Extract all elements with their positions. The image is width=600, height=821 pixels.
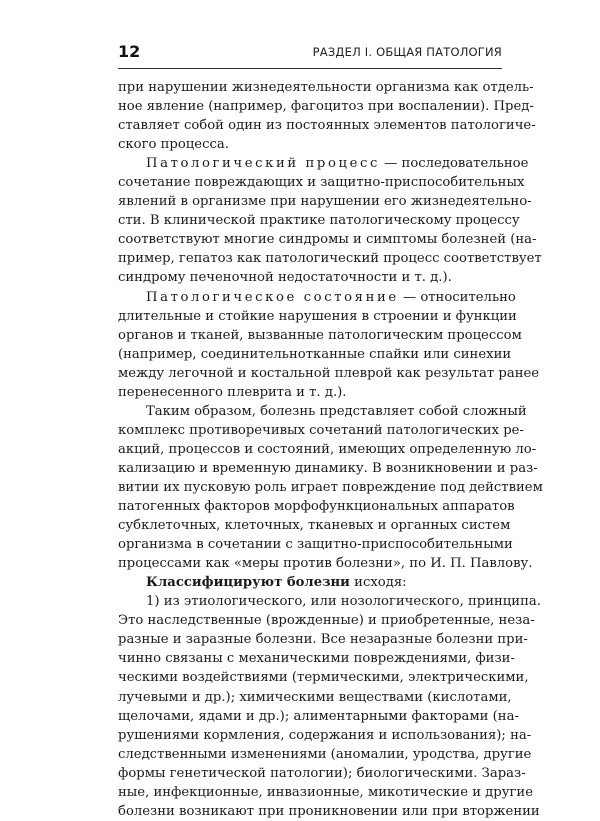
text-line: Таким образом, болезнь представляет собой сложный (146, 403, 527, 419)
text-line: ное явление (например, фагоцитоз при воспалении). Пред- (118, 99, 534, 115)
text-line: акций, процессов и состояний, имеющих определенную ло- (118, 441, 537, 457)
text-line: Это наследственные (врожденные) и приобретенные, неза- (118, 613, 535, 629)
text-line: (например, соединительнотканные спайки или синехии (118, 346, 512, 362)
text-line: чинно связаны с механическими повреждениями, физи- (118, 651, 515, 667)
text-line: субклеточных, клеточных, тканевых и органных систем (118, 518, 511, 534)
text-line: комплекс противоречивых сочетаний патологических ре- (118, 422, 524, 438)
text-fragment: — последовательное (379, 156, 529, 172)
text-line: щелочами, ядами и др.); алиментарными факторами (на- (118, 708, 519, 724)
text-line: ческими воздействиями (термическими, электрическими, (118, 670, 529, 686)
text-line: соответствуют многие синдромы и симптомы болезней (на- (118, 232, 537, 248)
text-line: пример, гепатоз как патологический процесс соответствует (118, 251, 542, 267)
header-rule (118, 68, 502, 69)
text-line: ского процесса. (118, 137, 229, 153)
text-line: ставляет собой один из постоянных элементов патологиче- (118, 118, 536, 134)
page-header (118, 40, 502, 64)
text-line: длительные и стойкие нарушения в строении и функции (118, 308, 517, 324)
classification-heading: Классифицируют болезни (146, 575, 350, 591)
text-line: органов и тканей, вызванные патологическим процессом (118, 327, 522, 343)
text-line: болезни возникают при проникновении или при вторжении (118, 803, 540, 819)
page-number: 12 (118, 42, 141, 61)
text-line: следственными изменениями (аномалии, уродства, другие (118, 746, 532, 762)
text-line: перенесенного плеврита и т. д.). (118, 384, 347, 400)
text-line: ные, инфекционные, инвазионные, микотические и другие (118, 784, 534, 800)
text-line: 1) из этиологического, или нозологического, принципа. (146, 594, 541, 610)
text-line (118, 154, 529, 173)
text-line: процессами как «меры против болезни», по И. П. Павлову. (118, 556, 533, 572)
text-line: явлений в организме при нарушении его жизнедеятельно- (118, 194, 532, 210)
text-line: формы генетической патологии); биологическими. Зараз- (118, 765, 526, 781)
term-pathological-process: Патологический процесс (146, 156, 380, 172)
text-fragment: исходя: (349, 575, 407, 591)
text-line: между легочной и костальной плеврой как результат ранее (118, 365, 540, 381)
text-line: сочетание повреждающих и защитно-приспособительных (118, 175, 525, 191)
term-pathological-state: Патологическое состояние (146, 289, 399, 305)
text-fragment: — относительно (398, 289, 516, 305)
text-line: организма в сочетании с защитно-приспособительными (118, 537, 513, 553)
running-title: РАЗДЕЛ I. ОБЩАЯ ПАТОЛОГИЯ (312, 45, 502, 59)
text-line (118, 573, 502, 592)
text-line: при нарушении жизнедеятельности организма как отдель- (118, 80, 534, 95)
text-line: кализацию и временную динамику. В возникновении и раз- (118, 460, 538, 476)
text-line: сти. В клинической практике патологическому процессу (118, 213, 520, 229)
text-line: лучевыми и др.); химическими веществами (кислотами, (118, 689, 512, 705)
text-line: разные и заразные болезни. Все незаразные болезни при- (118, 632, 528, 648)
text-line: рушениями кормления, содержания и использования); на- (118, 727, 532, 743)
text-line: синдрому печеночной недостаточности и т. д.). (118, 270, 452, 286)
text-line: витии их пусковую роль играет повреждение под действием (118, 479, 543, 495)
text-line (118, 288, 516, 307)
text-line: патогенных факторов морфофункциональных аппаратов (118, 499, 515, 515)
body-text (118, 78, 543, 821)
